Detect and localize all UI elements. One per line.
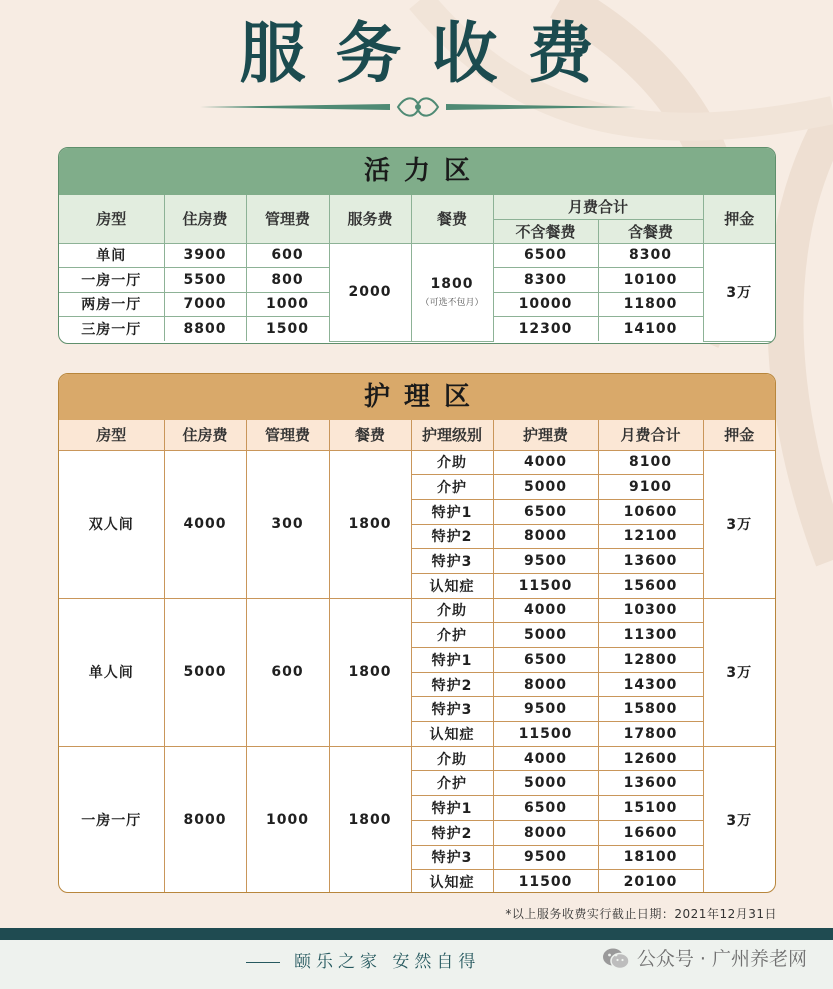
monthly-total-cell: 17800: [598, 722, 703, 747]
care-level-cell: 特护2: [411, 524, 493, 549]
management-cell: 300: [246, 450, 329, 598]
deposit-cell: 3万: [703, 598, 775, 746]
care-fee-cell: 6500: [493, 499, 598, 524]
room-type-cell: 一房一厅: [59, 746, 164, 893]
care-level-cell: 认知症: [411, 722, 493, 747]
service-fee-cell: 2000: [329, 243, 411, 341]
care-fee-cell: 5000: [493, 475, 598, 500]
rent-cell: 5500: [164, 268, 246, 293]
care-fee-cell: 5000: [493, 623, 598, 648]
room-type-cell: 单间: [59, 243, 164, 268]
watermark-text: 公众号 · 广州养老网: [636, 948, 807, 970]
header-monthly-total: 月费合计: [493, 195, 703, 219]
without-meal-cell: 8300: [493, 268, 598, 293]
care-fee-cell: 8000: [493, 672, 598, 697]
care-fee-cell: 8000: [493, 820, 598, 845]
monthly-total-cell: 12100: [598, 524, 703, 549]
header-rent: 住房费: [164, 195, 246, 243]
rent-cell: 4000: [164, 450, 246, 598]
care-level-cell: 介助: [411, 746, 493, 771]
table-row: [59, 450, 775, 475]
care-fee-cell: 4000: [493, 598, 598, 623]
watermark: [601, 946, 807, 972]
rent-cell: 8800: [164, 317, 246, 342]
care-zone-title: 护理区: [59, 374, 775, 420]
monthly-total-cell: 9100: [598, 475, 703, 500]
without-meal-cell: 12300: [493, 317, 598, 342]
rent-cell: 5000: [164, 598, 246, 746]
monthly-total-cell: 12800: [598, 648, 703, 673]
room-type-cell: 两房一厅: [59, 292, 164, 317]
management-cell: 1000: [246, 292, 329, 317]
header-room-type: 房型: [59, 420, 164, 450]
meal-cell: 1800: [329, 598, 411, 746]
rent-cell: 8000: [164, 746, 246, 893]
without-meal-cell: 10000: [493, 292, 598, 317]
page-title: 服务收费: [239, 15, 624, 92]
care-fee-cell: 11500: [493, 722, 598, 747]
care-fee-cell: 8000: [493, 524, 598, 549]
vital-zone-section: [58, 147, 776, 344]
header-monthly-total: 月费合计: [598, 420, 703, 450]
monthly-total-cell: 18100: [598, 845, 703, 870]
room-type-cell: 双人间: [59, 450, 164, 598]
header-care-level: 护理级别: [411, 420, 493, 450]
header-care-fee: 护理费: [493, 420, 598, 450]
room-type-cell: 一房一厅: [59, 268, 164, 293]
care-fee-cell: 6500: [493, 648, 598, 673]
header-meal: 餐费: [329, 420, 411, 450]
care-level-cell: 介护: [411, 475, 493, 500]
monthly-total-cell: 11300: [598, 623, 703, 648]
monthly-total-cell: 10300: [598, 598, 703, 623]
with-meal-cell: 11800: [598, 292, 703, 317]
footnote: *以上服务收费实行截止日期：2021年12月31日: [505, 907, 777, 921]
room-type-cell: 三房一厅: [59, 317, 164, 342]
care-fee-cell: 11500: [493, 573, 598, 598]
care-fee-cell: 9500: [493, 697, 598, 722]
care-level-cell: 特护3: [411, 845, 493, 870]
header-with-meal: 含餐费: [598, 219, 703, 243]
meal-fee-cell: [411, 243, 493, 341]
care-level-cell: 介助: [411, 450, 493, 475]
header-management: 管理费: [246, 420, 329, 450]
care-level-cell: 介助: [411, 598, 493, 623]
care-level-cell: 特护1: [411, 796, 493, 821]
care-level-cell: 介护: [411, 623, 493, 648]
monthly-total-cell: 15600: [598, 573, 703, 598]
table-row: [59, 243, 775, 268]
with-meal-cell: 10100: [598, 268, 703, 293]
vital-zone-table: [59, 195, 775, 342]
meal-cell: 1800: [329, 450, 411, 598]
slogan: [246, 950, 480, 974]
management-cell: 1500: [246, 317, 329, 342]
care-zone-table: [59, 420, 775, 893]
monthly-total-cell: 16600: [598, 820, 703, 845]
management-cell: 600: [246, 243, 329, 268]
table-row: [59, 746, 775, 771]
without-meal-cell: 6500: [493, 243, 598, 268]
deposit-cell: 3万: [703, 450, 775, 598]
monthly-total-cell: 12600: [598, 746, 703, 771]
slogan-dash: [246, 962, 280, 963]
monthly-total-cell: 14300: [598, 672, 703, 697]
care-level-cell: 特护1: [411, 499, 493, 524]
monthly-total-cell: 8100: [598, 450, 703, 475]
header-service: 服务费: [329, 195, 411, 243]
header-deposit: 押金: [703, 420, 775, 450]
care-level-cell: 认知症: [411, 870, 493, 893]
header-rent: 住房费: [164, 420, 246, 450]
care-level-cell: 特护3: [411, 697, 493, 722]
care-level-cell: 认知症: [411, 573, 493, 598]
header-meal: 餐费: [411, 195, 493, 243]
room-type-cell: 单人间: [59, 598, 164, 746]
monthly-total-cell: 10600: [598, 499, 703, 524]
care-level-cell: 特护3: [411, 549, 493, 574]
monthly-total-cell: 20100: [598, 870, 703, 893]
monthly-total-cell: 13600: [598, 771, 703, 796]
with-meal-cell: 14100: [598, 317, 703, 342]
wechat-icon: [601, 946, 631, 972]
care-level-cell: 特护1: [411, 648, 493, 673]
care-fee-cell: 11500: [493, 870, 598, 893]
care-fee-cell: 4000: [493, 450, 598, 475]
management-cell: 600: [246, 598, 329, 746]
care-zone-section: [58, 373, 776, 893]
care-fee-cell: 5000: [493, 771, 598, 796]
care-fee-cell: 9500: [493, 549, 598, 574]
rent-cell: 3900: [164, 243, 246, 268]
care-fee-cell: 6500: [493, 796, 598, 821]
vital-zone-title: 活力区: [59, 148, 775, 195]
care-fee-cell: 9500: [493, 845, 598, 870]
monthly-total-cell: 15800: [598, 697, 703, 722]
meal-cell: 1800: [329, 746, 411, 893]
care-level-cell: 特护2: [411, 672, 493, 697]
header-management: 管理费: [246, 195, 329, 243]
care-level-cell: 介护: [411, 771, 493, 796]
deposit-cell: 3万: [703, 746, 775, 893]
management-cell: 800: [246, 268, 329, 293]
with-meal-cell: 8300: [598, 243, 703, 268]
rent-cell: 7000: [164, 292, 246, 317]
deposit-cell: 3万: [703, 243, 775, 341]
title-ornament: [200, 92, 636, 122]
slogan-text: 颐乐之家 安然自得: [294, 952, 481, 972]
meal-fee-value: 1800: [430, 276, 474, 292]
monthly-total-cell: 15100: [598, 796, 703, 821]
header-without-meal: 不含餐费: [493, 219, 598, 243]
monthly-total-cell: 13600: [598, 549, 703, 574]
table-row: [59, 598, 775, 623]
management-cell: 1000: [246, 746, 329, 893]
header-deposit: 押金: [703, 195, 775, 243]
meal-note: （可选不包月）: [420, 298, 484, 308]
care-level-cell: 特护2: [411, 820, 493, 845]
care-fee-cell: 4000: [493, 746, 598, 771]
header-room-type: 房型: [59, 195, 164, 243]
